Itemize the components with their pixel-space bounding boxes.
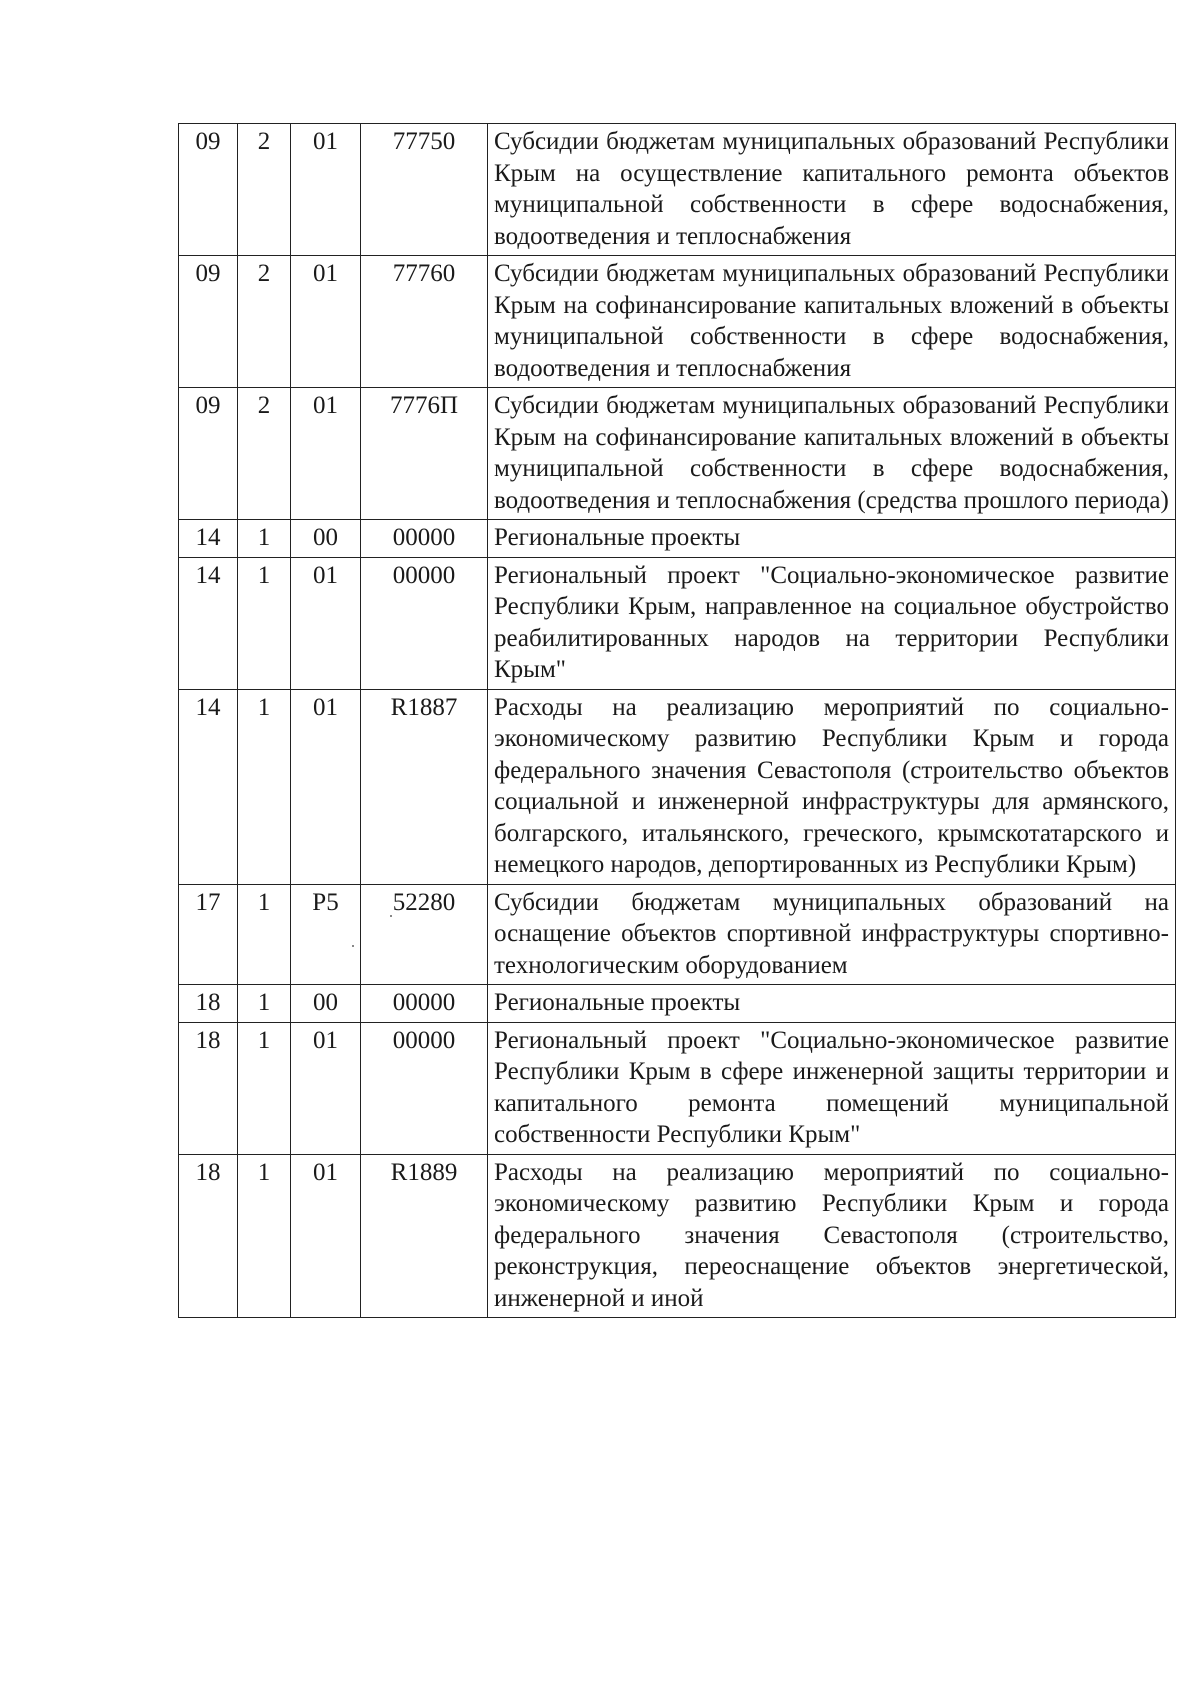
subprogram-code: 2 <box>238 124 291 256</box>
subprogram-code: 1 <box>238 1154 291 1318</box>
table-row <box>179 884 1176 985</box>
table-row <box>179 124 1176 256</box>
main-event-code: 01 <box>291 1022 361 1154</box>
expense-description: Региональный проект "Социально-экономическое развитие Республики Крым в сфере инженерной защиты территории и капитального ремонта помещений муниципальной собственности Республики Крым" <box>488 1022 1176 1154</box>
subprogram-code: 1 <box>238 884 291 985</box>
table-row <box>179 520 1176 558</box>
subprogram-code: 1 <box>238 520 291 558</box>
direction-code: 77760 <box>361 256 488 388</box>
direction-code: R1889 <box>361 1154 488 1318</box>
program-code: 14 <box>179 557 238 689</box>
table-row <box>179 1022 1176 1154</box>
direction-code: 7776П <box>361 388 488 520</box>
subprogram-code: 1 <box>238 1022 291 1154</box>
main-event-code: 00 <box>291 985 361 1023</box>
subprogram-code: 1 <box>238 557 291 689</box>
main-event-code: 01 <box>291 388 361 520</box>
expense-description: Субсидии бюджетам муниципальных образований Республики Крым на софинансирование капитальных вложений в объекты муниципальной собственности в сфере водоснабжения, водоотведения и теплоснабжения (средства прошлого периода) <box>488 388 1176 520</box>
program-code: 17 <box>179 884 238 985</box>
program-code: 14 <box>179 689 238 884</box>
direction-code: 00000 <box>361 520 488 558</box>
expense-description: Региональные проекты <box>488 985 1176 1023</box>
table-row <box>179 689 1176 884</box>
expense-description: Расходы на реализацию мероприятий по социально-экономическому развитию Республики Крым и города федерального значения Севастополя (строительство, реконструкция, переоснащение объектов энергетической, инженерной и иной <box>488 1154 1176 1318</box>
table-row <box>179 256 1176 388</box>
expense-description: Субсидии бюджетам муниципальных образований Республики Крым на софинансирование капитальных вложений в объекты муниципальной собственности в сфере водоснабжения, водоотведения и теплоснабжения <box>488 256 1176 388</box>
main-event-code: 01 <box>291 124 361 256</box>
main-event-code: Р5 <box>291 884 361 985</box>
table-row <box>179 557 1176 689</box>
direction-code: 00000 <box>361 557 488 689</box>
program-code: 18 <box>179 985 238 1023</box>
scan-speck <box>390 915 392 917</box>
table-row <box>179 388 1176 520</box>
direction-code: 00000 <box>361 1022 488 1154</box>
expense-description: Региональный проект "Социально-экономическое развитие Республики Крым, направленное на социальное обустройство реабилитированных народов на территории Республики Крым" <box>488 557 1176 689</box>
direction-code: 00000 <box>361 985 488 1023</box>
subprogram-code: 2 <box>238 256 291 388</box>
main-event-code: 01 <box>291 256 361 388</box>
expense-description: Региональные проекты <box>488 520 1176 558</box>
program-code: 09 <box>179 256 238 388</box>
main-event-code: 01 <box>291 1154 361 1318</box>
program-code: 09 <box>179 388 238 520</box>
subprogram-code: 1 <box>238 985 291 1023</box>
direction-code: 77750 <box>361 124 488 256</box>
direction-code: R1887 <box>361 689 488 884</box>
program-code: 09 <box>179 124 238 256</box>
subprogram-code: 1 <box>238 689 291 884</box>
program-code: 18 <box>179 1022 238 1154</box>
program-code: 14 <box>179 520 238 558</box>
expense-description: Субсидии бюджетам муниципальных образований Республики Крым на осуществление капитального ремонта объектов муниципальной собственности в сфере водоснабжения, водоотведения и теплоснабжения <box>488 124 1176 256</box>
table-row <box>179 985 1176 1023</box>
subprogram-code: 2 <box>238 388 291 520</box>
table-row <box>179 1154 1176 1318</box>
program-code: 18 <box>179 1154 238 1318</box>
scan-speck <box>352 945 354 947</box>
expense-description: Расходы на реализацию мероприятий по социально-экономическому развитию Республики Крым и города федерального значения Севастополя (строительство объектов социальной и инженерной инфраструктуры для армянского, болгарского, итальянского, греческого, крымскотатарского и немецкого народов, депортированных из Республики Крым) <box>488 689 1176 884</box>
main-event-code: 01 <box>291 557 361 689</box>
main-event-code: 00 <box>291 520 361 558</box>
expense-description: Субсидии бюджетам муниципальных образований на оснащение объектов спортивной инфраструктуры спортивно-технологическим оборудованием <box>488 884 1176 985</box>
main-event-code: 01 <box>291 689 361 884</box>
direction-code: 52280 <box>361 884 488 985</box>
budget-classification-table <box>178 123 1176 1318</box>
